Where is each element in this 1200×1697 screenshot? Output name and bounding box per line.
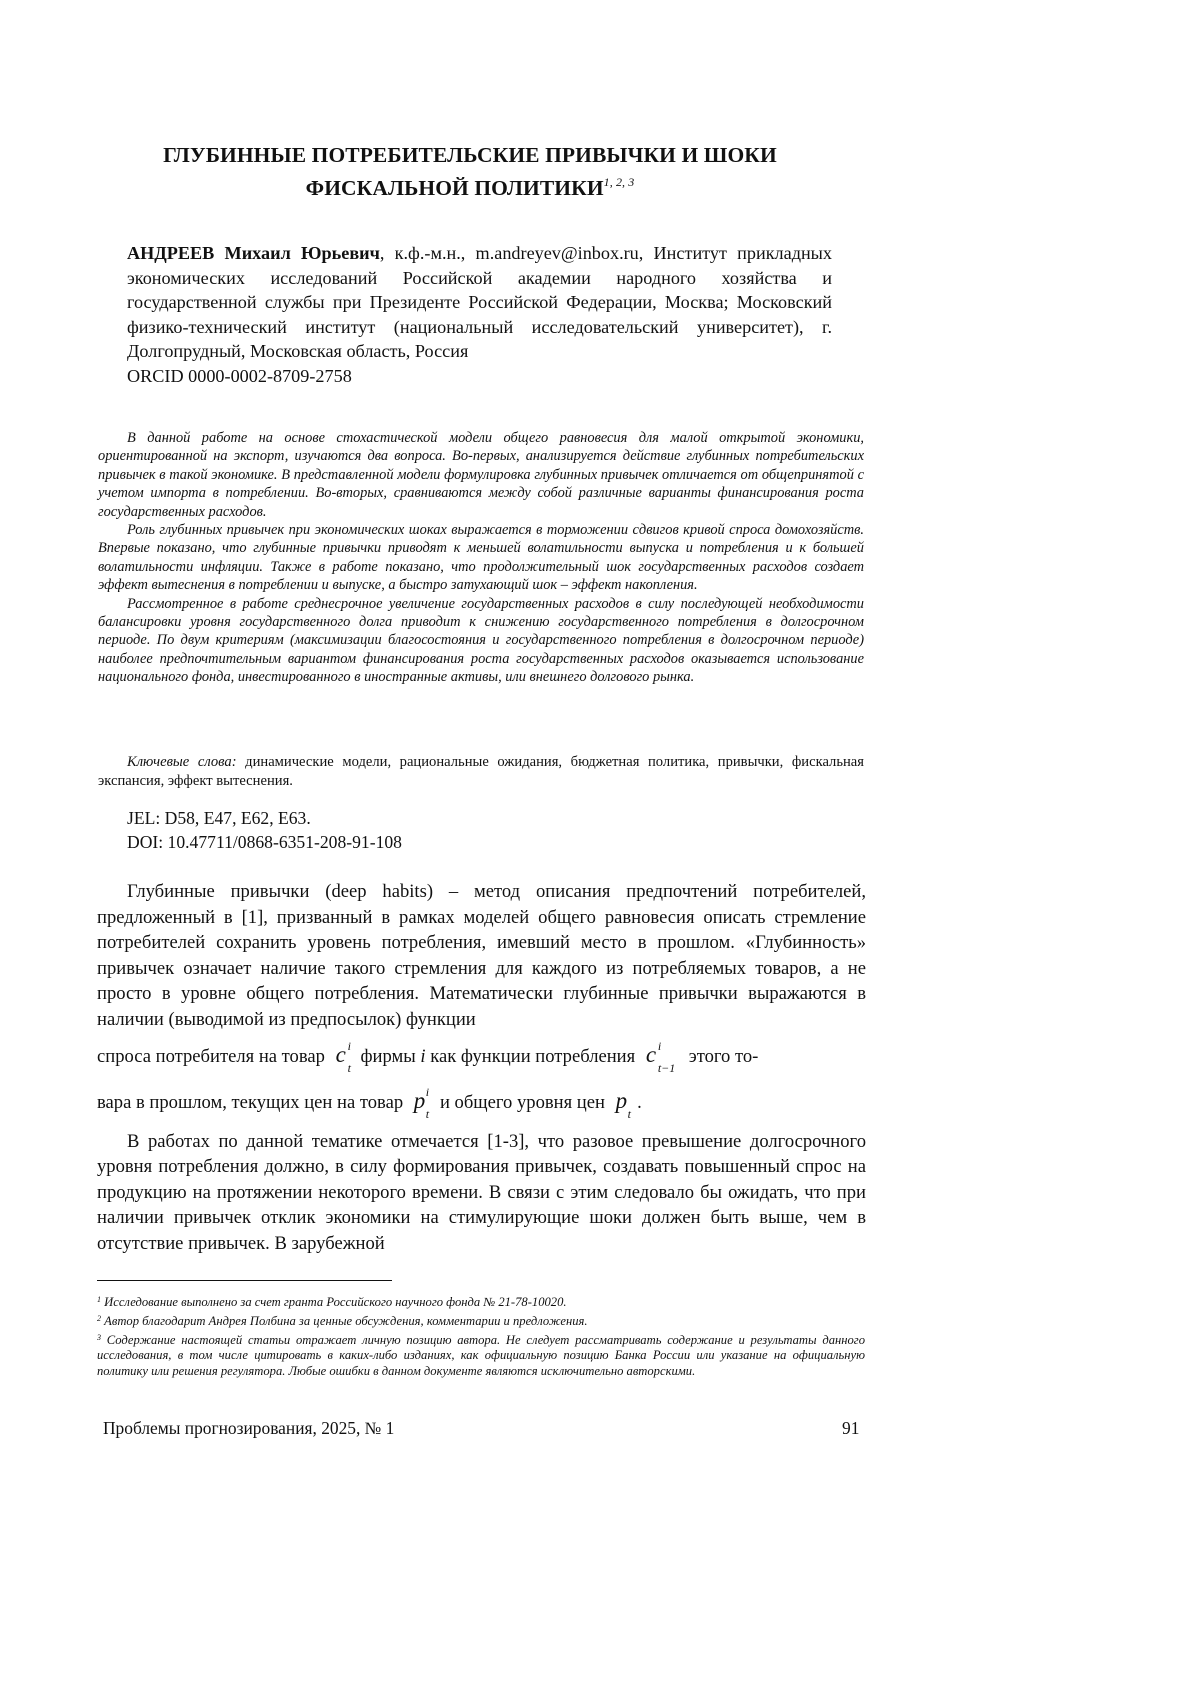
article-title	[130, 142, 810, 202]
keywords-label: Ключевые слова:	[127, 754, 237, 770]
footnote-mark: 2	[97, 1313, 101, 1323]
body-text-fragment: спроса потребителя на товар	[97, 1045, 325, 1067]
abstract	[98, 429, 864, 687]
body-text-fragment: как функции потребления	[430, 1045, 636, 1067]
body-text-fragment: вара в прошлом, текущих цен на товар	[97, 1091, 404, 1113]
footnotes	[97, 1292, 865, 1380]
math-symbol: p	[615, 1087, 628, 1113]
footnote-text: Автор благодарит Андрея Полбина за ценные обсуждения, комментарии и предложения.	[104, 1313, 588, 1328]
body-text-fragment: этого то-	[688, 1045, 759, 1067]
title-line-1: ГЛУБИННЫЕ ПОТРЕБИТЕЛЬСКИЕ ПРИВЫЧКИ И ШОКИ	[163, 143, 777, 167]
footnote-text: Исследование выполнено за счет гранта Российского научного фонда № 21-78-10020.	[104, 1295, 567, 1309]
body-paragraph-2: В работах по данной тематике отмечается [1-3], что разовое превышение долгосрочного уровня потребления должно, в силу формирования привычек, создавать повышенный спрос на продукцию на протяжении некоторого времени. В связи с этим следовало бы ожидать, что при наличии привычек отклик экономики на стимулирующие шоки должен быть выше, чем в отсутствие привычек. В зарубежной	[97, 1130, 866, 1254]
math-superscript: i	[425, 1084, 430, 1099]
math-symbol: p	[413, 1087, 426, 1113]
footnote-mark: 1	[97, 1295, 101, 1304]
title-footnote-marks: 1, 2, 3	[603, 175, 635, 189]
doi: DOI: 10.47711/0868-6351-208-91-108	[127, 832, 402, 852]
body-text-fragment: и общего уровня цен	[439, 1091, 605, 1113]
footnote-mark: 3	[97, 1332, 101, 1342]
abstract-paragraph-1: В данной работе на основе стохастической модели общего равновесия для малой открытой экономики, ориентированной на экспорт, изучаются два вопроса. Во-первых, анализируется действие глубинных потребительских привычек в такой экономике. В представленной модели формулировка глубинных привычек отличается от общепринятой с учетом импорта в потреблении. Во-вторых, сравниваются между собой различные варианты финансирования роста государственных расходов.	[98, 430, 864, 520]
math-superscript: i	[347, 1038, 351, 1053]
body-line-with-formula-1	[97, 1033, 866, 1079]
math-subscript: t−1	[657, 1060, 676, 1075]
math-symbol: c	[645, 1041, 657, 1067]
body-text-fragment: .	[637, 1091, 642, 1113]
body-paragraph-1-text: Глубинные привычки (deep habits) – метод описания предпочтений потребителей, предложенный в [1], призванный в рамках моделей общего равновесия описать стремление потребителей сохранить уровень потребления, имевший место в прошлом. «Глубинность» привычек означает наличие такого стремления для каждого из потребляемых товаров, а не просто в уровне общего потребления. Математически глубинные привычки выражаются в наличии (выводимой из предпосылок) функции	[97, 881, 866, 1030]
math-subscript: t	[425, 1106, 430, 1121]
author-affiliation: , к.ф.-м.н., m.andreyev@inbox.ru, Институт прикладных экономических исследований Российской академии народного хозяйства и государственной службы при Президенте Российской Федерации, Москва; Московский физико-технический институт (национальный исследовательский университет), г. Долгопрудный, Московская область, Россия	[127, 243, 832, 361]
formula-p-t-i	[413, 1079, 430, 1123]
formula-c-t-i	[335, 1033, 351, 1077]
abstract-paragraph-2: Роль глубинных привычек при экономических шоках выражается в торможении сдвигов кривой спроса домохозяйств. Впервые показано, что глубинные привычки приводят к меньшей волатильности выпуска и потребления и к большей волатильности инфляции. Также в работе показано, что продолжительный шок государственных расходов создает эффект вытеснения в потреблении и выпуске, а быстро затухающий шок – эффект накопления.	[98, 522, 864, 594]
author-name: АНДРЕЕВ Михаил Юрьевич	[127, 243, 380, 263]
footnote-1	[97, 1292, 865, 1311]
keywords-text: динамические модели, рациональные ожидания, бюджетная политика, привычки, фискальная экспансия, эффект вытеснения.	[98, 754, 864, 789]
author-block	[127, 241, 832, 388]
footnote-text: Содержание настоящей статьи отражает личную позицию автора. Не следует рассматривать содержание и результаты данного исследования, в том числе цитировать в каких-либо изданиях, как официальную позицию Банка России или указание на официальную политику или решения регулятора. Любые ошибки в данном документе являются исключительно авторскими.	[97, 1332, 865, 1379]
abstract-paragraph-3: Рассмотренное в работе среднесрочное увеличение государственных расходов в силу последующей необходимости балансировки уровня государственного долга приводит к снижению государственного потребления в долгосрочном периоде. По двум критериям (максимизации благосостояния и государственного потребления в долгосрочном периоде) наиболее предпочтительным вариантом финансирования роста государственных расходов оказывается использование национального фонда, инвестированного в иностранные активы, или внешнего долгового рынка.	[98, 595, 864, 686]
formula-p-t	[615, 1079, 631, 1123]
math-subscript: t	[347, 1060, 351, 1075]
footnote-3	[97, 1330, 865, 1380]
formula-c-t-minus-1-i	[645, 1033, 676, 1077]
body-text	[97, 879, 866, 1257]
math-subscript: t	[627, 1106, 631, 1121]
journal-footer: Проблемы прогнозирования, 2025, № 1	[103, 1418, 395, 1438]
math-superscript: i	[657, 1038, 662, 1053]
body-paragraph-1	[97, 879, 866, 1125]
body-text-fragment: фирмы	[360, 1045, 416, 1067]
math-symbol: c	[335, 1041, 346, 1067]
body-text-fragment: i	[420, 1045, 426, 1067]
classification-block	[127, 806, 402, 854]
title-line-2: ФИСКАЛЬНОЙ ПОЛИТИКИ	[305, 176, 604, 200]
footnote-separator	[97, 1280, 392, 1281]
page-number: 91	[842, 1418, 860, 1438]
keywords	[98, 753, 864, 791]
jel-codes: JEL: D58, E47, E62, E63.	[127, 808, 311, 828]
body-line-with-formula-2	[97, 1079, 866, 1125]
footnote-2	[97, 1311, 865, 1330]
author-orcid: ORCID 0000-0002-8709-2758	[127, 365, 352, 386]
